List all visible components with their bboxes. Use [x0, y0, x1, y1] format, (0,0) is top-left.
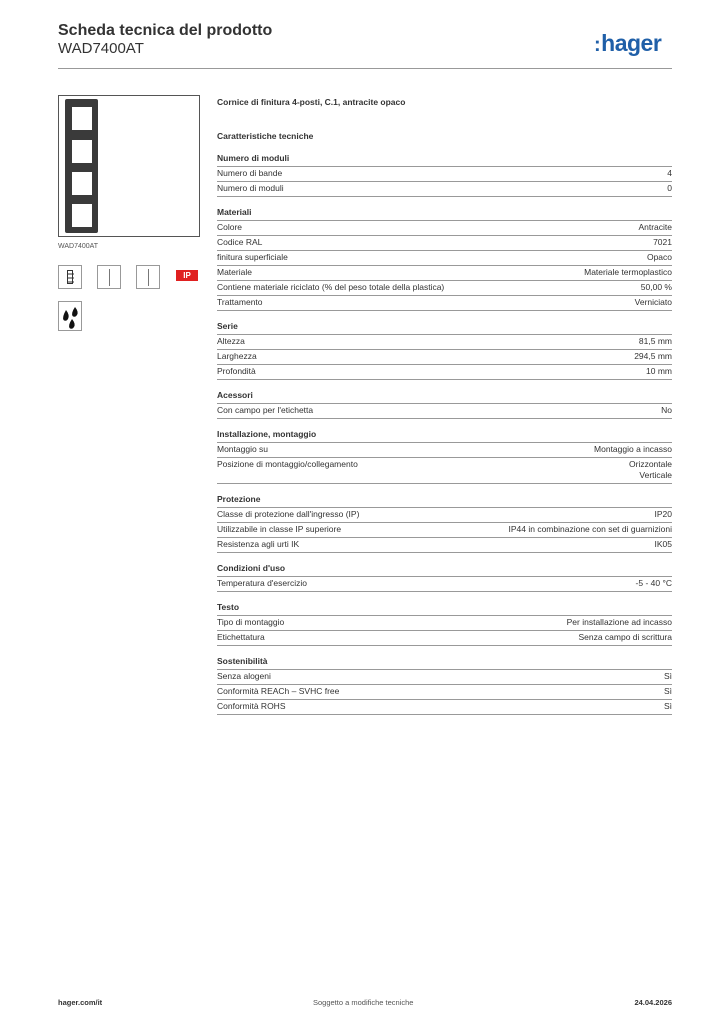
- spec-value: [667, 183, 672, 194]
- spec-value-line: Orizzontale: [629, 459, 672, 469]
- footer-date: 24.04.2026: [634, 998, 672, 1007]
- spec-label: Profondità: [217, 366, 256, 376]
- product-code: WAD7400AT: [58, 40, 144, 57]
- spec-value-line: Verniciato: [634, 297, 672, 307]
- spec-value-line: 0: [667, 183, 672, 193]
- spec-value-line: -5 - 40 °C: [635, 578, 672, 588]
- spec-value-line: No: [661, 405, 672, 415]
- page-title: Scheda tecnica del prodotto: [58, 22, 273, 39]
- specs-table: [217, 152, 672, 724]
- water-drops-icon: [58, 301, 82, 331]
- spec-row: [217, 251, 672, 266]
- spec-group-title: Sostenibilità: [217, 655, 672, 670]
- spec-value: [655, 539, 673, 550]
- spec-value: [647, 252, 672, 263]
- spec-row: [217, 182, 672, 197]
- spec-row: [217, 266, 672, 281]
- spec-group: [217, 206, 672, 311]
- spec-label: Numero di bande: [217, 168, 283, 178]
- ip-rating-icon: IP: [176, 270, 198, 281]
- spec-value-line: Sì: [663, 686, 672, 696]
- spec-value: [646, 366, 672, 377]
- hager-logo: [594, 30, 661, 57]
- spec-value-line: 10 mm: [646, 366, 672, 376]
- spec-value-line: Materiale termoplastico: [584, 267, 672, 277]
- spec-row: [217, 281, 672, 296]
- spec-row: [217, 523, 672, 538]
- spec-value: [661, 405, 672, 416]
- spec-label: Utilizzabile in classe IP superiore: [217, 524, 342, 534]
- spec-value: [664, 686, 672, 697]
- spec-label: Tipo di montaggio: [217, 617, 285, 627]
- spec-value: [636, 578, 672, 589]
- spec-value-line: Antracite: [638, 222, 672, 232]
- spec-group: [217, 389, 672, 419]
- header-divider: [58, 68, 672, 69]
- spec-row: [217, 350, 672, 365]
- spec-group: [217, 562, 672, 592]
- product-image-caption: WAD7400AT: [58, 243, 99, 250]
- spec-row: [217, 616, 672, 631]
- spec-label: Resistenza agli urti IK: [217, 539, 300, 549]
- logo-mark: :: [594, 34, 601, 56]
- spec-value: [594, 444, 672, 455]
- module-symbol-icon: [58, 265, 82, 289]
- spec-value-line: Opaco: [646, 252, 672, 262]
- spec-row: [217, 538, 672, 553]
- spec-group-title: Serie: [217, 320, 672, 335]
- spec-label: finitura superficiale: [217, 252, 288, 262]
- spec-row: [217, 670, 672, 685]
- spec-row: [217, 685, 672, 700]
- spec-label: Numero di moduli: [217, 183, 284, 193]
- spec-value: [664, 671, 672, 682]
- spec-label: Conformità REACh – SVHC free: [217, 686, 340, 696]
- spec-group-title: Condizioni d'uso: [217, 562, 672, 577]
- spec-row: [217, 404, 672, 419]
- spec-label: Posizione di montaggio/collegamento: [217, 459, 358, 469]
- vertical-mount-icon: [136, 265, 160, 289]
- product-image: [58, 95, 200, 237]
- spec-value: [634, 351, 672, 362]
- spec-label: Colore: [217, 222, 243, 232]
- spec-group-title: Acessori: [217, 389, 672, 404]
- spec-label: Con campo per l'etichetta: [217, 405, 314, 415]
- spec-label: Etichettatura: [217, 632, 265, 642]
- spec-value-line: Per installazione ad incasso: [566, 617, 672, 627]
- footer-note: Soggetto a modifiche tecniche: [313, 998, 414, 1007]
- spec-group-title: Testo: [217, 601, 672, 616]
- spec-value: [509, 524, 673, 535]
- spec-group-title: Materiali: [217, 206, 672, 221]
- spec-label: Senza alogeni: [217, 671, 271, 681]
- spec-value-line: IP44 in combinazione con set di guarnizioni: [508, 524, 672, 534]
- spec-value: [641, 282, 672, 293]
- spec-group-title: Protezione: [217, 493, 672, 508]
- spec-label: Contiene materiale riciclato (% del peso totale della plastica): [217, 282, 445, 292]
- spec-value: [639, 336, 672, 347]
- spec-group: [217, 320, 672, 380]
- spec-value-line: Verticale: [639, 470, 672, 480]
- spec-value: [567, 617, 672, 628]
- spec-group: [217, 601, 672, 646]
- spec-label: Trattamento: [217, 297, 263, 307]
- spec-label: Temperatura d'esercizio: [217, 578, 307, 588]
- spec-value-line: 81,5 mm: [638, 336, 672, 346]
- horizontal-mount-icon: [97, 265, 121, 289]
- frame-illustration: [65, 99, 98, 233]
- spec-row: [217, 221, 672, 236]
- spec-value-line: Montaggio a incasso: [594, 444, 672, 454]
- spec-value: [578, 632, 672, 643]
- spec-row: [217, 365, 672, 380]
- spec-row: [217, 167, 672, 182]
- spec-value: [653, 237, 672, 248]
- logo-text: hager: [601, 30, 662, 56]
- spec-value: [655, 509, 673, 520]
- spec-value: [638, 222, 672, 233]
- spec-row: [217, 577, 672, 592]
- spec-group-title: Installazione, montaggio: [217, 428, 672, 443]
- spec-value-line: 7021: [653, 237, 672, 247]
- spec-label: Larghezza: [217, 351, 257, 361]
- spec-value-line: Senza campo di scrittura: [578, 632, 672, 642]
- spec-value-line: IP20: [654, 509, 672, 519]
- spec-label: Conformità ROHS: [217, 701, 286, 711]
- spec-value: [584, 267, 672, 278]
- spec-value-line: Sì: [663, 701, 672, 711]
- spec-row: [217, 631, 672, 646]
- spec-group: [217, 493, 672, 553]
- product-name: Cornice di finitura 4-posti, C.1, antracite opaco: [217, 97, 406, 107]
- spec-row: [217, 700, 672, 715]
- spec-value-line: Sì: [663, 671, 672, 681]
- spec-row: [217, 296, 672, 311]
- spec-value: [635, 297, 672, 308]
- spec-label: Codice RAL: [217, 237, 263, 247]
- footer-website-link[interactable]: hager.com/it: [58, 998, 103, 1007]
- spec-label: Materiale: [217, 267, 252, 277]
- spec-group-title: Numero di moduli: [217, 152, 672, 167]
- spec-row: [217, 458, 672, 484]
- spec-label: Montaggio su: [217, 444, 269, 454]
- spec-group: [217, 428, 672, 484]
- spec-value: [629, 459, 672, 481]
- spec-value-line: IK05: [654, 539, 672, 549]
- spec-row: [217, 236, 672, 251]
- spec-label: Classe di protezione dall'ingresso (IP): [217, 509, 360, 519]
- spec-value: [664, 701, 672, 712]
- spec-row: [217, 335, 672, 350]
- spec-group: [217, 152, 672, 197]
- spec-value-line: 50,00 %: [640, 282, 672, 292]
- spec-row: [217, 508, 672, 523]
- spec-value-line: 294,5 mm: [634, 351, 672, 361]
- spec-group: [217, 655, 672, 715]
- spec-label: Altezza: [217, 336, 245, 346]
- section-caption: Caratteristiche tecniche: [217, 131, 314, 141]
- spec-value: [667, 168, 672, 179]
- spec-row: [217, 443, 672, 458]
- spec-value-line: 4: [667, 168, 672, 178]
